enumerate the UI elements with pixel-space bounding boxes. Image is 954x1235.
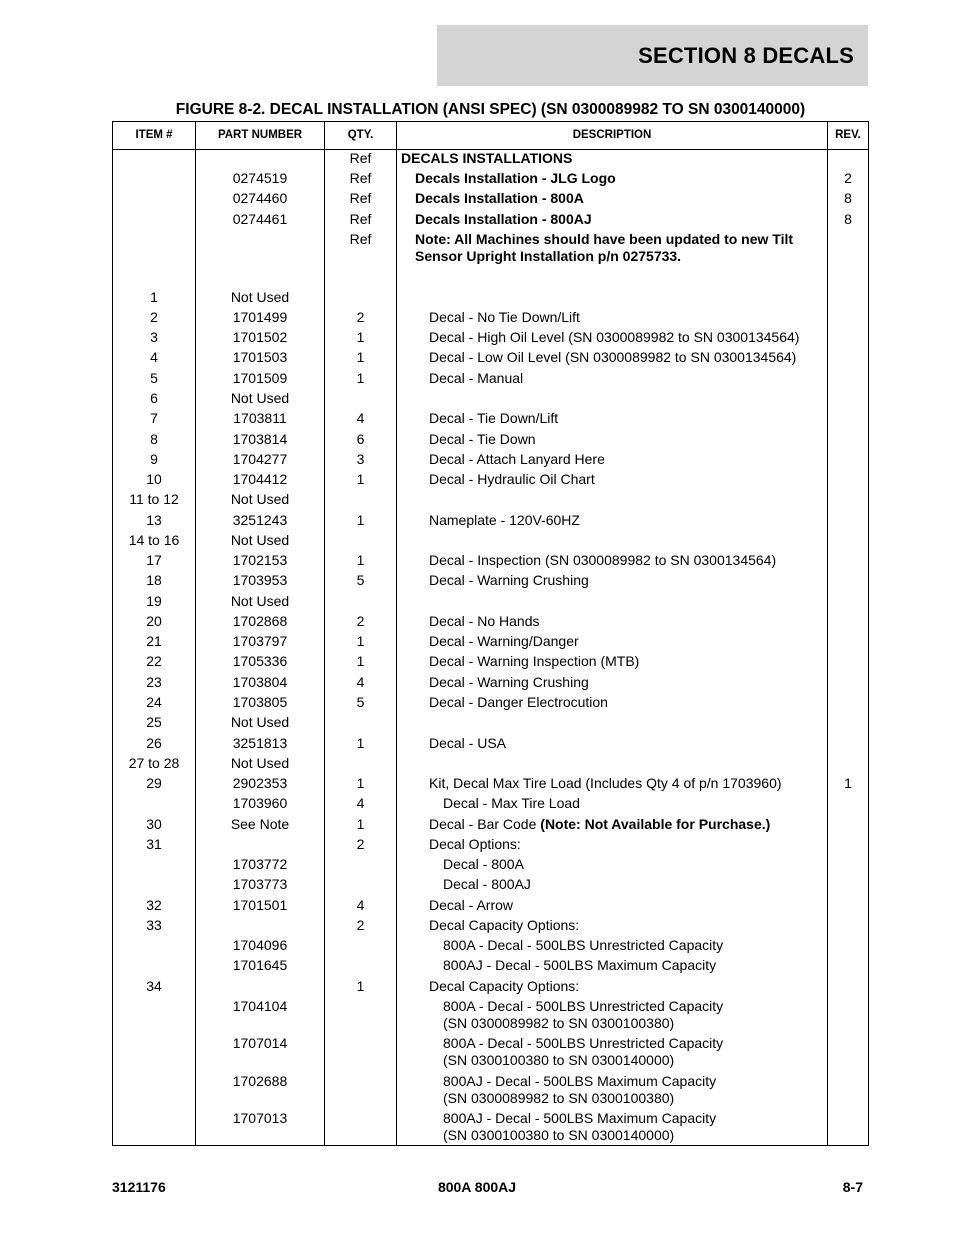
quantity-cell: Ref (349, 170, 372, 186)
part-number-cell: 1707013 (232, 1110, 288, 1126)
description-cell (397, 231, 827, 265)
revision-cell: 8 (844, 190, 852, 206)
description-cell (397, 1110, 827, 1144)
item-number-cell: 23 (146, 674, 162, 690)
quantity-cell: 2 (356, 309, 365, 325)
description-text: 800A - Decal - 500LBS Unrestricted Capacity (443, 937, 724, 953)
description-cell (397, 1073, 827, 1107)
description-text: Decal - Tie Down/Lift (429, 410, 559, 426)
footer-page-number: 8-7 (842, 1179, 863, 1195)
description-cell (397, 170, 827, 187)
part-number-cell: Not Used (230, 755, 290, 771)
part-number-cell: 1703953 (232, 572, 288, 588)
part-number-cell: 1704104 (232, 998, 288, 1014)
item-number-cell: 2 (150, 309, 158, 325)
footer-model: 800A 800AJ (437, 1179, 517, 1195)
description-text: Decal - Low Oil Level (SN 0300089982 to SN 0300134564) (429, 349, 797, 365)
part-number-cell: 1707014 (232, 1035, 288, 1051)
quantity-cell: Ref (349, 231, 372, 247)
part-number-cell: 1703814 (232, 431, 288, 447)
item-number-cell: 14 to 16 (128, 532, 180, 548)
part-number-cell: Not Used (230, 390, 290, 406)
part-number-cell: 1703773 (232, 876, 288, 892)
description-text: Decals Installation - 800AJ (415, 211, 592, 227)
item-number-cell: 3 (150, 329, 158, 345)
description-text: Note: All Machines should have been updated to new Tilt Sensor Upright Installation p/n 0275733. (415, 231, 794, 264)
description-cell (397, 1035, 827, 1069)
description-cell (397, 937, 827, 954)
part-number-cell: 1701503 (232, 349, 288, 365)
description-cell (397, 775, 827, 792)
description-text: Decal Options: (429, 836, 521, 852)
description-text: Decal - Bar Code (429, 816, 537, 832)
description-cell (397, 190, 827, 207)
description-text: Decal - Danger Electrocution (429, 694, 608, 710)
description-text: Decals Installation - 800A (415, 190, 584, 206)
quantity-cell: 3 (356, 451, 365, 467)
item-number-cell: 10 (146, 471, 162, 487)
part-number-cell: 1701501 (232, 897, 288, 913)
description-cell (397, 978, 827, 995)
description-cell (397, 694, 827, 711)
part-number-cell: 1703797 (232, 633, 288, 649)
quantity-cell: 2 (356, 836, 365, 852)
item-number-cell: 11 to 12 (129, 491, 179, 507)
description-text: Decal - Max Tire Load (443, 795, 580, 811)
description-cell (397, 410, 827, 427)
item-number-cell: 26 (146, 735, 162, 751)
description-cell (397, 917, 827, 934)
description-text: 800AJ - Decal - 500LBS Maximum Capacity (SN 0300089982 to SN 0300100380) (443, 1073, 717, 1106)
quantity-cell: 1 (356, 816, 365, 832)
part-number-cell: Not Used (230, 491, 290, 507)
description-text: Decal - 800A (443, 856, 524, 872)
description-text: Kit, Decal Max Tire Load (Includes Qty 4 of p/n 1703960) (429, 775, 782, 791)
quantity-cell: 2 (356, 917, 365, 933)
description-cell (397, 735, 827, 752)
description-text: Decal - Arrow (429, 897, 514, 913)
part-number-cell: 1703804 (232, 674, 288, 690)
description-cell (397, 816, 827, 833)
description-cell (397, 876, 827, 893)
item-number-cell: 29 (146, 775, 162, 791)
description-text: 800A - Decal - 500LBS Unrestricted Capacity (SN 0300089982 to SN 0300100380) (443, 998, 724, 1031)
part-number-cell: 0274460 (232, 190, 288, 206)
item-number-cell: 24 (146, 694, 162, 710)
description-cell (397, 856, 827, 873)
item-number-cell: 17 (146, 552, 162, 568)
quantity-cell: 1 (356, 370, 365, 386)
description-cell (397, 552, 827, 569)
item-number-cell: 32 (146, 897, 162, 913)
quantity-cell: 1 (356, 775, 365, 791)
item-number-cell: 27 to 28 (128, 755, 180, 771)
part-number-cell: 1702868 (232, 613, 288, 629)
part-number-cell: 1704096 (232, 937, 288, 953)
quantity-cell: 1 (356, 512, 365, 528)
item-number-cell: 13 (146, 512, 162, 528)
description-text: Decal - Tie Down (429, 431, 536, 447)
description-cell (397, 836, 827, 853)
column-header-item: ITEM # (135, 129, 173, 141)
column-header-qty: QTY. (347, 129, 374, 141)
description-text: Decals Installation - JLG Logo (415, 170, 616, 186)
quantity-cell: 1 (356, 978, 365, 994)
column-header-part-number: PART NUMBER (217, 129, 303, 141)
description-cell (397, 613, 827, 630)
description-cell (397, 370, 827, 387)
item-number-cell: 33 (146, 917, 162, 933)
column-header-rev: REV. (835, 129, 861, 141)
part-number-cell: 1703805 (232, 694, 288, 710)
description-text: Decal - 800AJ (443, 876, 531, 892)
description-cell (397, 349, 827, 366)
description-text: Decal - USA (429, 735, 507, 751)
column-header-description: DESCRIPTION (572, 129, 652, 141)
quantity-cell: Ref (349, 190, 372, 206)
quantity-cell: 1 (356, 349, 365, 365)
quantity-cell: 1 (356, 653, 365, 669)
description-cell (397, 512, 827, 529)
part-number-cell: 0274461 (232, 211, 288, 227)
quantity-cell: 4 (356, 795, 365, 811)
part-number-cell: 1703772 (232, 856, 288, 872)
description-text: Decal - Hydraulic Oil Chart (429, 471, 595, 487)
part-number-cell: 3251243 (232, 512, 288, 528)
section-title: SECTION 8 DECALS (638, 43, 854, 68)
part-number-cell: 1701499 (232, 309, 288, 325)
column-divider (827, 122, 828, 1145)
description-cell (397, 451, 827, 468)
description-text: Decal - Warning Inspection (MTB) (429, 653, 640, 669)
figure-title: FIGURE 8-2. DECAL INSTALLATION (ANSI SPEC) (SN 0300089982 TO SN 0300140000) (175, 101, 806, 118)
footer-doc-number: 3121176 (112, 1179, 166, 1195)
quantity-cell: Ref (349, 150, 372, 166)
quantity-cell: 1 (356, 633, 365, 649)
item-number-cell: 25 (146, 714, 162, 730)
item-number-cell: 31 (146, 836, 162, 852)
item-number-cell: 30 (146, 816, 162, 832)
description-text: Decal - Warning Crushing (429, 572, 589, 588)
part-number-cell: 0274519 (232, 170, 288, 186)
quantity-cell: 4 (356, 674, 365, 690)
item-number-cell: 5 (150, 370, 158, 386)
quantity-cell: 4 (356, 897, 365, 913)
description-cell (397, 309, 827, 326)
part-number-cell: 1703811 (233, 410, 287, 426)
description-cell (397, 150, 827, 167)
description-note: (Note: Not Available for Purchase.) (540, 816, 771, 832)
item-number-cell: 4 (150, 349, 158, 365)
description-text: Decal - High Oil Level (SN 0300089982 to SN 0300134564) (429, 329, 800, 345)
quantity-cell: 5 (356, 694, 365, 710)
item-number-cell: 22 (146, 653, 162, 669)
item-number-cell: 18 (146, 572, 162, 588)
quantity-cell: 2 (356, 613, 365, 629)
quantity-cell: Ref (349, 211, 372, 227)
description-text: Decal - Warning Crushing (429, 674, 589, 690)
parts-table (112, 121, 869, 1146)
part-number-cell: 1704412 (232, 471, 288, 487)
description-cell (397, 211, 827, 228)
item-number-cell: 6 (150, 390, 158, 406)
description-text: 800A - Decal - 500LBS Unrestricted Capacity (SN 0300100380 to SN 0300140000) (443, 1035, 724, 1068)
description-text: Decal - No Tie Down/Lift (429, 309, 580, 325)
part-number-cell: Not Used (230, 714, 290, 730)
item-number-cell: 9 (150, 451, 158, 467)
description-cell (397, 329, 827, 346)
quantity-cell: 1 (356, 735, 365, 751)
part-number-cell: Not Used (230, 289, 290, 305)
description-text: Decal - No Hands (429, 613, 540, 629)
part-number-cell: 1705336 (232, 653, 288, 669)
part-number-cell: 1702153 (232, 552, 288, 568)
item-number-cell: 21 (146, 633, 162, 649)
description-cell (397, 431, 827, 448)
item-number-cell: 1 (150, 289, 158, 305)
quantity-cell: 6 (356, 431, 365, 447)
description-cell (397, 633, 827, 650)
part-number-cell: Not Used (230, 593, 290, 609)
description-text: Nameplate - 120V-60HZ (429, 512, 580, 528)
description-cell (397, 795, 827, 812)
part-number-cell: 1703960 (232, 795, 288, 811)
description-cell (397, 572, 827, 589)
part-number-cell: Not Used (230, 532, 290, 548)
part-number-cell: 1704277 (232, 451, 288, 467)
description-text: Decal - Attach Lanyard Here (429, 451, 605, 467)
item-number-cell: 20 (146, 613, 162, 629)
quantity-cell: 1 (356, 471, 365, 487)
item-number-cell: 34 (146, 978, 162, 994)
quantity-cell: 1 (356, 552, 365, 568)
item-number-cell: 7 (150, 410, 158, 426)
description-text: Decal - Warning/Danger (429, 633, 579, 649)
description-text: Decal Capacity Options: (429, 917, 580, 933)
part-number-cell: 2902353 (232, 775, 288, 791)
description-cell (397, 653, 827, 670)
part-number-cell: See Note (230, 816, 290, 832)
description-cell (397, 674, 827, 691)
item-number-cell: 8 (150, 431, 158, 447)
part-number-cell: 1701502 (232, 329, 288, 345)
part-number-cell: 3251813 (232, 735, 288, 751)
description-cell (397, 998, 827, 1032)
item-number-cell: 19 (146, 593, 162, 609)
revision-cell: 2 (844, 170, 852, 186)
description-cell (397, 471, 827, 488)
revision-cell: 1 (844, 775, 852, 791)
description-text: DECALS INSTALLATIONS (401, 150, 573, 166)
description-text: 800AJ - Decal - 500LBS Maximum Capacity (SN 0300100380 to SN 0300140000) (443, 1110, 717, 1143)
quantity-cell: 4 (356, 410, 365, 426)
quantity-cell: 5 (356, 572, 365, 588)
description-cell (397, 957, 827, 974)
part-number-cell: 1702688 (232, 1073, 288, 1089)
part-number-cell: 1701509 (232, 370, 288, 386)
quantity-cell: 1 (356, 329, 365, 345)
description-text: Decal Capacity Options: (429, 978, 580, 994)
description-text: 800AJ - Decal - 500LBS Maximum Capacity (443, 957, 717, 973)
description-cell (397, 897, 827, 914)
revision-cell: 8 (844, 211, 852, 227)
description-text: Decal - Manual (429, 370, 524, 386)
part-number-cell: 1701645 (232, 957, 288, 973)
description-text: Decal - Inspection (SN 0300089982 to SN 0300134564) (429, 552, 777, 568)
